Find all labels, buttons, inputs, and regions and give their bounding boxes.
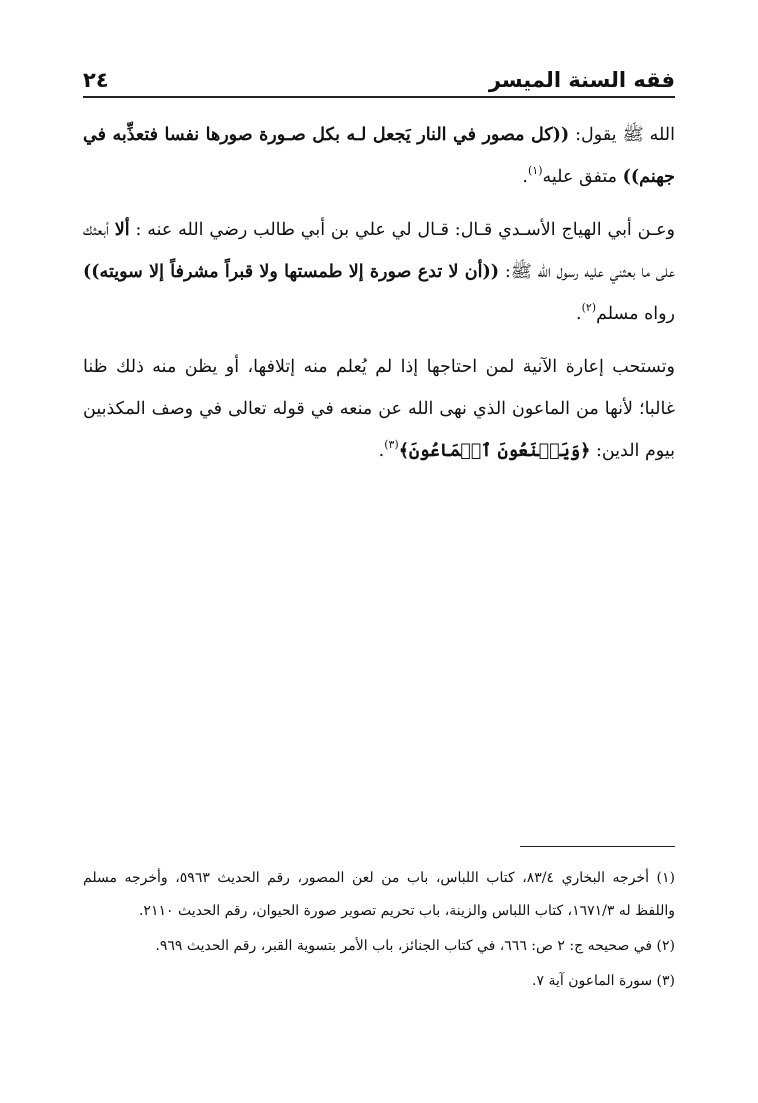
- footnote-divider: [520, 846, 675, 847]
- paragraph-2: [83, 209, 675, 335]
- paragraph-3: [83, 346, 675, 472]
- page-number: ٢٤: [83, 68, 109, 92]
- footnote-ref-1: (١): [527, 164, 543, 177]
- paragraph-1: [83, 114, 675, 198]
- p2-end: .: [575, 304, 582, 324]
- footnote-1: (١) أخرجه البخاري ٨٣/٤، كتاب اللباس، باب من لعن المصور، رقم الحديث ٥٩٦٣، وأخرجه مسلم واللفظ له ١٦٧١/٣، كتاب اللباس والزينة، باب تحريم تصوير صورة الحيوان، رقم الحديث ٢١١٠.: [83, 870, 675, 919]
- p2-mid: أبعثك على ما بعثني عليه رسول الله ﷺ:: [83, 220, 676, 282]
- p2-start: وعـن أبي الهياج الأسـدي قـال: قـال لي علي بن أبي طالب رضي الله عنه :: [129, 220, 675, 240]
- quran-verse: ﴿وَيَمۡنَعُونَ ٱلۡمَاعُونَ﴾: [398, 441, 591, 461]
- p1-start: الله ﷺ يقول:: [569, 125, 676, 145]
- p1-source: متفق عليه: [542, 167, 623, 187]
- p2-source: رواه مسلم: [596, 304, 675, 324]
- footnotes: [83, 862, 675, 1000]
- footnote-2: (٢) في صحيحه ج: ٢ ص: ٦٦٦، في كتاب الجنائز، باب الأمر بتسوية القبر، رقم الحديث ٩٦٩.: [155, 938, 675, 954]
- p2-hadith: ((أن لا تدع صورة إلا طمستها ولا قبراً مشرفاً إلا سويته)): [83, 262, 500, 282]
- footnote-3: (٣) سورة الماعون آية ٧.: [532, 973, 675, 989]
- p3-text: وتستحب إعارة الآنية لمن احتاجها إذا لم يُعلم منه إتلافها، أو يظن منه ذلك ظنا غالبا؛ لأنها من الماعون الذي نهى الله عن منعه في قوله تعالى في وصف المكذبين بيوم الدين:: [83, 357, 675, 461]
- p2-bold-1: ألا: [114, 220, 130, 240]
- page-header: [83, 58, 675, 98]
- running-title: فقه السنة الميسر: [488, 68, 675, 92]
- footnote-ref-3: (٣): [384, 438, 399, 451]
- p3-end: .: [378, 441, 385, 461]
- footnote-ref-2: (٢): [581, 301, 597, 314]
- main-text: [83, 114, 675, 483]
- p1-hadith: ((كل مصور في النار يَجعل لـه بكل صـورة صورها نفسا فتعذِّبه في جهنم)): [83, 125, 675, 187]
- p1-end: .: [522, 167, 528, 187]
